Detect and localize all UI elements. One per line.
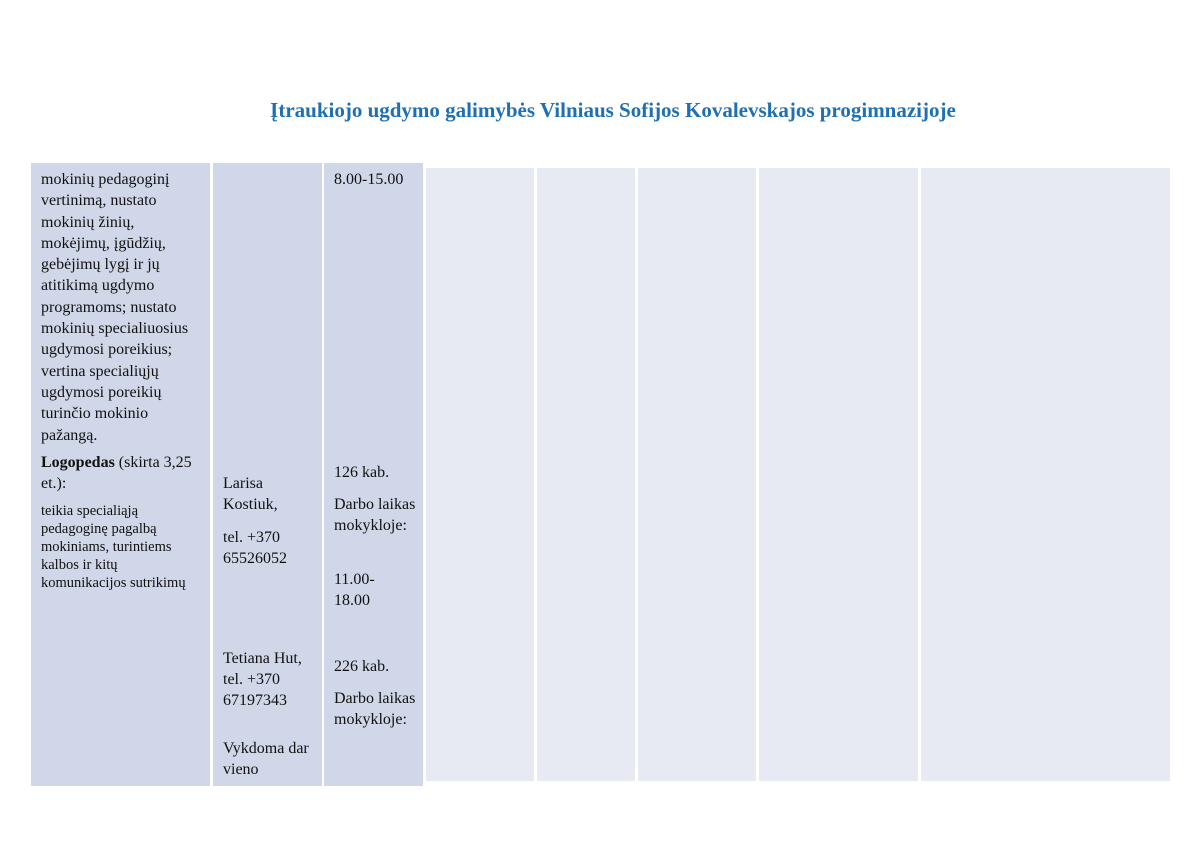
table-cell-empty xyxy=(638,168,756,781)
schedule-hours-1: 11.00-18.00 xyxy=(334,571,375,610)
contact-name-2: Tetiana Hut, xyxy=(223,650,302,667)
schedule-room-2: 226 kab. xyxy=(334,658,390,675)
role-heading xyxy=(41,452,200,495)
contact-name-1: Larisa Kostiuk, xyxy=(223,475,278,514)
role-description: teikia specialiąją pedagoginę pagalbą mokiniams, turintiems kalbos ir kitų komunikacijos sutrikimų xyxy=(41,503,186,592)
role-title: Logopedas xyxy=(41,453,115,471)
role-hours: (skirta 3,25 et.): xyxy=(41,453,192,493)
table-cell-contacts xyxy=(213,163,322,786)
table-cell-schedule xyxy=(324,163,423,786)
contact-phone-2: tel. +370 67197343 xyxy=(223,671,287,710)
specialist-description: mokinių pedagoginį vertinimą, nustato mokinių žinių, mokėjimų, įgūdžių, gebėjimų lygį ir jų atitikimą ugdymo programoms; nustato mokinių specialiuosius ugdymosi poreikius; vertina specialiųjų ugdymosi poreikių turinčio mokinio pažangą. xyxy=(41,171,189,444)
schedule-work-label-2: Darbo laikas mokykloje: xyxy=(334,690,416,729)
schedule-hours-top: 8.00-15.00 xyxy=(334,171,404,188)
contact-note: Vykdoma dar vieno xyxy=(223,740,309,779)
schedule-work-label-1: Darbo laikas mokykloje: xyxy=(334,496,416,535)
table-cell-description xyxy=(31,163,210,786)
schedule-room-1: 126 kab. xyxy=(334,464,390,481)
table-cell-empty xyxy=(921,168,1170,781)
table-cell-empty xyxy=(759,168,918,781)
table-cell-empty xyxy=(426,168,534,781)
contact-phone-1: tel. +370 65526052 xyxy=(223,529,287,568)
document-title: Įtraukiojo ugdymo galimybės Vilniaus Sofijos Kovalevskajos progimnazijoje xyxy=(270,98,956,122)
table-cell-empty xyxy=(537,168,635,781)
